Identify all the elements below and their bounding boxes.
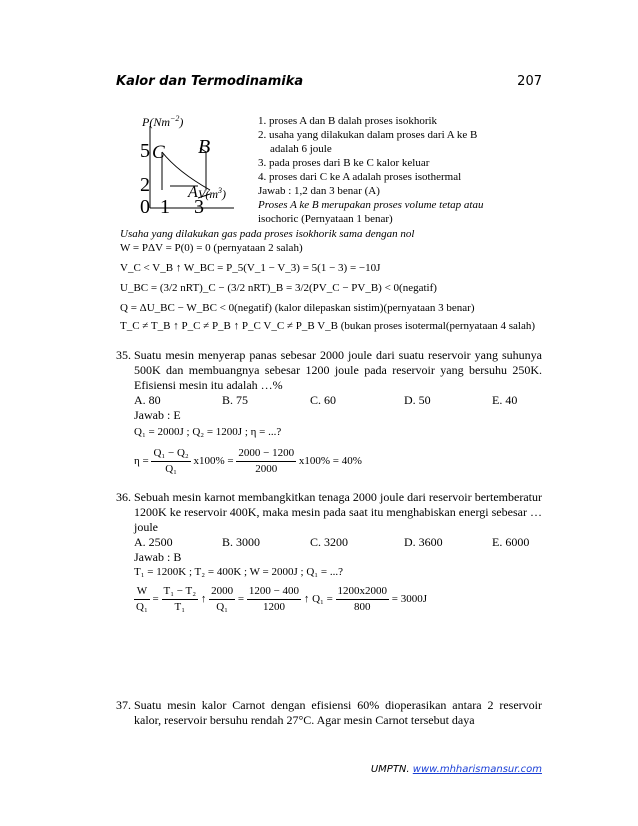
q37-text: Suatu mesin kalor Carnot dengan efisiensi 60% dioperasikan antara 2 reservoir kalor, reservoir bersuhu rendah 27°C. Agar mesin Carnot tersebut daya: [134, 698, 542, 727]
work-line-6: T_C ≠ T_B ↑ P_C ≠ P_B ↑ P_C V_C ≠ P_B V_B (bukan proses isotermal(pernyataan 4 salah): [120, 320, 536, 332]
q35-eta: η =: [134, 455, 149, 468]
x-tick-0: 0: [140, 196, 150, 218]
q36-formula: $\frac{W}{\text{Q₁}}$ = $\frac{\text{T₁ − T₂}}{\text{T₁}}$ ↑ $\frac{2000}{\text{Q₁}}$ = $\frac{1200 - 400}{1200}$ ↑ Q₁ = $\frac{1200x2000}{800}$ = 3000J: [136, 585, 428, 613]
point-b-label: B: [198, 136, 211, 158]
q35-option-b: B. 75: [222, 393, 249, 407]
running-header-title: Kalor dan Termodinamika: [116, 74, 304, 89]
q35-option-c: C. 60: [310, 393, 337, 407]
q35-formula: [116, 446, 542, 477]
q36-fraction-a: $\frac{W}{\text{Q₁}}$: [136, 585, 148, 613]
q35-given: Q₁ = 2000J ; Q₂ = 1200J ; η = ...?: [134, 426, 282, 438]
x-tick-1: 1: [160, 196, 170, 218]
pv-diagram: [126, 112, 252, 218]
page-number: 207: [517, 74, 542, 89]
q35-option-a: A. 80: [134, 393, 161, 407]
q35-result: x100% = 40%: [298, 455, 362, 468]
q36-fraction-c: $\frac{2000}{\text{Q₁}}$: [211, 585, 234, 613]
footer: [371, 764, 542, 775]
question-36: [116, 490, 542, 615]
statement-4: 4. proses dari C ke A adalah proses isothermal: [258, 171, 462, 183]
q36-fraction-d: $\frac{1200 - 400}{1200}$: [248, 585, 300, 613]
q36-option-e: E. 6000: [492, 535, 530, 549]
q35-fraction-1: $\frac{\text{Q₁ − Q₂}}{\text{Q₁}}$: [153, 447, 189, 475]
q35-options: [116, 393, 542, 408]
question-35: [116, 348, 542, 477]
work-line-5: Q = ΔU_BC − W_BC < 0(negatif) (kalor dilepaskan sistim)(pernyataan 3 benar): [120, 302, 475, 314]
explanation-line-2: isochoric (Pernyataan 1 benar): [258, 213, 393, 225]
q35-option-d: D. 50: [404, 393, 431, 407]
y-axis-label: $P(Nm^{-2})$: [142, 114, 184, 129]
q37-number: 37.: [116, 698, 131, 712]
point-c-label: C: [152, 142, 165, 163]
q36-option-a: A. 2500: [134, 535, 173, 549]
statement-2-cont: adalah 6 joule: [270, 143, 332, 155]
q36-result: = 3000J: [391, 593, 428, 606]
q36-options: [116, 535, 542, 550]
q36-option-c: C. 3200: [310, 535, 349, 549]
q36-option-b: B. 3000: [222, 535, 261, 549]
q35-text: Suatu mesin menyerap panas sebesar 2000 joule dari suatu reservoir yang suhunya 500K dan membuangnya sebesar 1200 joule pada reservoir yang bersuhu 250K. Efisiensi mesin itu adalah …%: [134, 348, 542, 392]
q36-number: 36.: [116, 490, 131, 504]
point-a-label: A: [188, 184, 198, 201]
q36-text: Sebuah mesin karnot membangkitkan tenaga 2000 joule dari reservoir bertemberatur 1200K ke reservoir 400K, maka mesin pada saat itu menghabiskan energi sebesar …joule: [134, 490, 542, 534]
x-axis-label: $V(m^3)$: [198, 186, 226, 201]
work-line-1: Usaha yang dilakukan gas pada proses isokhorik sama dengan nol: [120, 228, 415, 240]
q36-fraction-b: $\frac{\text{T₁ − T₂}}{\text{T₁}}$: [163, 585, 197, 613]
q36-answer: Jawab : B: [134, 550, 182, 564]
x-tick-3: 3: [194, 196, 204, 218]
y-tick-2: 2: [140, 174, 150, 196]
y-tick-5: 5: [140, 140, 150, 162]
explanation-line-1: Proses A ke B merupakan proses volume tetap atau: [258, 199, 484, 211]
work-line-3: V_C < V_B ↑ W_BC = P_5(V_1 − V_3) = 5(1 − 3) = −10J: [120, 262, 381, 274]
answer-line: Jawab : 1,2 dan 3 benar (A): [258, 185, 380, 197]
work-line-2: W = PΔV = P(0) = 0 (pernyataan 2 salah): [120, 242, 303, 254]
footer-prefix: UMPTN.: [370, 764, 410, 775]
question-37: [116, 698, 542, 728]
statement-3: 3. pada proses dari B ke C kalor keluar: [258, 157, 430, 169]
q35-number: 35.: [116, 348, 131, 362]
q35-option-e: E. 40: [492, 393, 518, 407]
work-line-4: U_BC = (3/2 nRT)_C − (3/2 nRT)_B = 3/2(PV_C − PV_B) < 0(negatif): [120, 282, 437, 294]
statement-2: 2. usaha yang dilakukan dalam proses dari A ke B: [258, 129, 478, 141]
statement-1: 1. proses A dan B dalah proses isokhorik: [258, 115, 438, 127]
q36-given: T₁ = 1200K ; T₂ = 400K ; W = 2000J ; Q₁ = ...?: [134, 566, 343, 578]
q36-option-d: D. 3600: [404, 535, 443, 549]
q35-answer: Jawab : E: [134, 408, 181, 422]
footer-link[interactable]: www.mhharismansur.com: [412, 764, 542, 775]
q35-fraction-2: $\frac{2000 - 1200}{2000}$: [238, 447, 295, 475]
q36-fraction-e: $\frac{1200x2000}{800}$: [337, 585, 388, 613]
q35-mid: x100% =: [193, 455, 234, 468]
